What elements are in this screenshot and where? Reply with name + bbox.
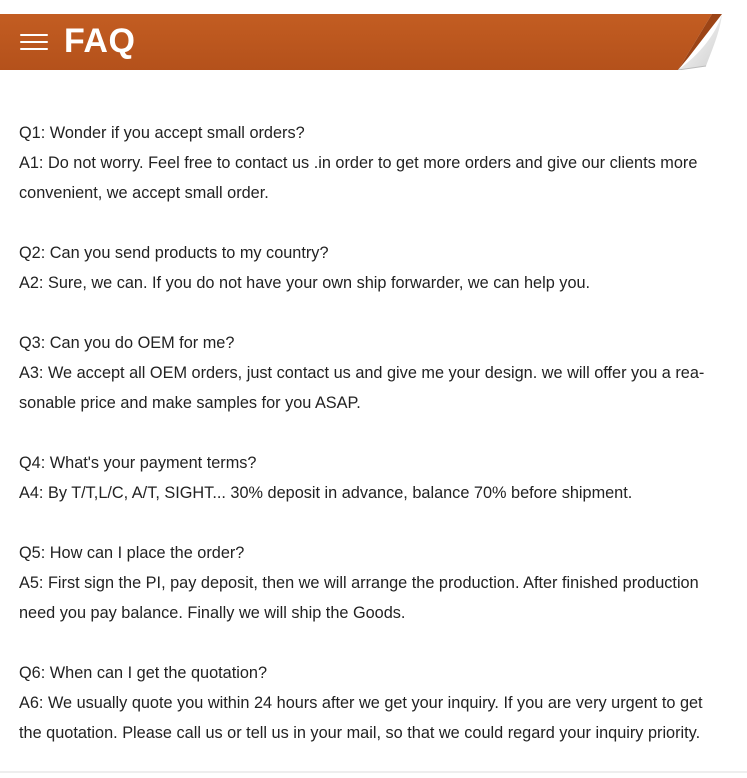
faq-question: Q1: Wonder if you accept small orders? — [19, 124, 305, 142]
faq-answer-line: A5: First sign the PI, pay deposit, then we will arrange the production. After finished production — [19, 574, 699, 592]
faq-question: Q4: What's your payment terms? — [19, 454, 257, 472]
faq-banner — [0, 14, 747, 70]
faq-answer-line: A2: Sure, we can. If you do not have your own ship forwarder, we can help you. — [19, 274, 591, 292]
faq-answer-line: sonable price and make samples for you ASAP. — [19, 394, 361, 412]
faq-list — [19, 118, 739, 778]
page-title: FAQ — [64, 22, 136, 60]
faq-answer-line: A1: Do not worry. Feel free to contact us .in order to get more orders and give our clients more — [19, 154, 698, 172]
faq-item — [19, 658, 739, 748]
faq-answer-line: A4: By T/T,L/C, A/T, SIGHT... 30% deposit in advance, balance 70% before shipment. — [19, 484, 633, 502]
hamburger-icon — [20, 34, 48, 50]
faq-question: Q5: How can I place the order? — [19, 544, 245, 562]
faq-item — [19, 118, 739, 208]
faq-question: Q6: When can I get the quotation? — [19, 664, 268, 682]
faq-item — [19, 538, 739, 628]
faq-answer-line: need you pay balance. Finally we will ship the Goods. — [19, 604, 406, 622]
faq-answer-line: convenient, we accept small order. — [19, 184, 269, 202]
faq-answer-line: the quotation. Please call us or tell us in your mail, so that we could regard your inquiry priority. — [19, 724, 701, 742]
faq-item — [19, 328, 739, 418]
faq-item — [19, 448, 739, 508]
faq-question: Q2: Can you send products to my country? — [19, 244, 329, 262]
faq-item — [19, 238, 739, 298]
faq-answer-line: A3: We accept all OEM orders, just contact us and give me your design. we will offer you a rea- — [19, 364, 705, 382]
faq-answer-line: A6: We usually quote you within 24 hours after we get your inquiry. If you are very urgent to get — [19, 694, 703, 712]
faq-question: Q3: Can you do OEM for me? — [19, 334, 235, 352]
